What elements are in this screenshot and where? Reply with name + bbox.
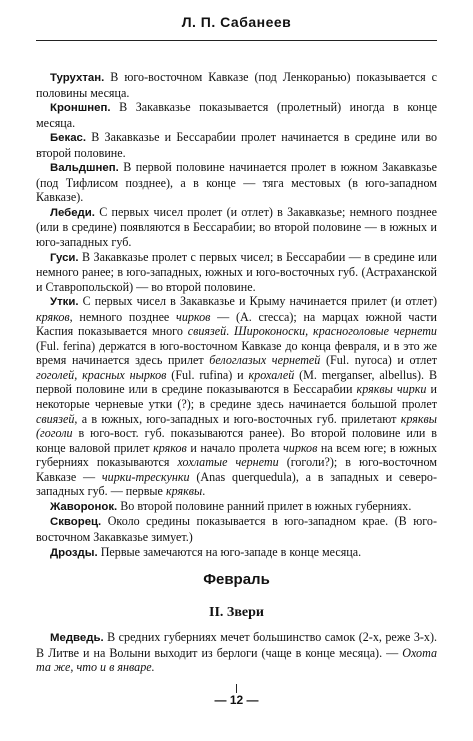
entry-turukhtan bbox=[36, 70, 437, 100]
entry-text: В Закавказье и Бессарабии пролет начинается в средине или во второй половине. bbox=[36, 130, 437, 160]
utki-italic: чирки-трескунки bbox=[101, 469, 190, 484]
entry-text: В средних губерниях мечет большинство самок (2-х, реже 3-х). В Литве и на Волыни выходит из берлоги (чаще в конце месяца). — bbox=[36, 630, 437, 660]
section-text-block bbox=[36, 630, 437, 675]
utki-text: . bbox=[202, 484, 206, 499]
entry-term: Гуси. bbox=[50, 251, 79, 264]
page-number bbox=[0, 684, 473, 708]
utki-italic: хохлатые чернети bbox=[177, 455, 279, 470]
header-author: Л. П. Сабанеев bbox=[181, 14, 292, 30]
entry-medved bbox=[36, 630, 437, 675]
utki-text: (Ful. nyroca) и отлет bbox=[325, 353, 437, 368]
utki-text: (Ful. rufina) и bbox=[171, 367, 244, 382]
utki-italic: крохалей bbox=[248, 367, 295, 382]
utki-italic: гоголей, красных нырков bbox=[36, 367, 167, 382]
entry-text: Во второй половине ранний прилет в южных губерниях. bbox=[120, 498, 412, 513]
entry-term: Лебеди. bbox=[50, 206, 95, 219]
utki-italic: свиязей bbox=[36, 411, 75, 426]
utki-text: , немного позднее bbox=[69, 309, 170, 324]
section-heading: II. Звери bbox=[209, 605, 264, 620]
utki-italic: свиязей bbox=[187, 324, 227, 339]
main-text-block bbox=[36, 70, 437, 560]
utki-text: (M. merganser, albellus). В первой половине или в средине показываются в Бессарабии bbox=[36, 367, 438, 397]
entry-italic: Охота та же, что и в январе. bbox=[36, 645, 438, 675]
entry-zhavoronok bbox=[36, 499, 437, 515]
entry-text: Около средины показывается в юго-западном крае. (В юго-восточном Закавказье зимует.) bbox=[36, 514, 437, 544]
utki-italic: кряквы bbox=[165, 484, 203, 499]
utki-italic: кряков bbox=[36, 309, 70, 324]
entry-text: С первых чисел пролет (и отлет) в Закавказье; немного позднее (или в средине) появляются в Бессарабии; во второй половине — в южных и юго-западных губ. bbox=[36, 204, 438, 250]
entry-lebedi bbox=[36, 205, 437, 250]
utki-text: С первых чисел в Закавказье и Крыму начинается прилет (и отлет) bbox=[82, 294, 437, 309]
month-heading: Февраль bbox=[203, 571, 270, 588]
entry-text: В Закавказье пролет с первых чисел; в Бессарабии — в средине или немного ранее; в юго-западных, южных и юго-восточных губ. (Астраханской и Ставропольской) — во второй половине. bbox=[36, 249, 437, 294]
utki-text: (гоголи?); в юго-восточном Кавказе — bbox=[36, 455, 437, 484]
utki-text: на всем юге; в южных губерниях показываются bbox=[36, 440, 438, 470]
utki-text: , а в южных, юго-западных и юго-восточных губ. прилетают bbox=[74, 411, 397, 426]
utki-italic: чирков bbox=[176, 309, 211, 324]
entry-term: Жаворонок. bbox=[50, 500, 118, 513]
header-rule bbox=[36, 40, 437, 41]
entry-skvorets bbox=[36, 514, 437, 544]
entry-term: Бекас. bbox=[50, 132, 87, 145]
utki-text: — (A. crecca); на марцах южной части Каспия показывается много bbox=[36, 309, 437, 339]
utki-text: (Ful. ferina) держатся в юго-восточном Кавказе до конца февраля, и в это же время начинается здесь прилет bbox=[36, 338, 437, 368]
entry-kronshnep bbox=[36, 100, 437, 130]
utki-italic: кряков bbox=[153, 440, 187, 455]
entry-term: Кроншнеп. bbox=[50, 102, 111, 115]
utki-italic: Широконоски, красноголовые чернети bbox=[234, 324, 437, 339]
utki-text: (Anas querquedula), а в западных и северо-западных губ. — первые bbox=[36, 469, 437, 499]
entry-term: Медведь. bbox=[50, 632, 104, 644]
entry-gusi bbox=[36, 250, 437, 295]
entry-term: Турухтан. bbox=[50, 72, 105, 84]
utki-text: и некоторые черневые утки (?); в средине здесь начинается большой пролет bbox=[36, 382, 438, 412]
entry-text: В юго-восточном Кавказе (под Ленкоранью) показывается с половины месяца. bbox=[36, 70, 437, 100]
entry-term: Дрозды. bbox=[50, 546, 98, 559]
utki-italic: кряквы чирки bbox=[356, 382, 427, 397]
entry-text: В первой половине начинается пролет в южном Закавказье (под Тифлисом позднее), а в конце — тяга местовых (в юго-западном Кавказе). bbox=[36, 160, 437, 205]
utki-text: . bbox=[226, 324, 230, 339]
utki-text: и начало пролета bbox=[190, 440, 280, 455]
folio-number: — 12 — bbox=[214, 693, 259, 707]
folio-rule bbox=[236, 684, 237, 693]
utki-italic: белоглазых чернетей bbox=[209, 353, 321, 368]
running-header bbox=[36, 14, 437, 38]
entry-utki bbox=[36, 294, 437, 499]
entry-term: Вальдшнеп. bbox=[50, 162, 119, 175]
entry-bekas bbox=[36, 130, 437, 160]
entry-term: Скворец. bbox=[50, 516, 102, 529]
utki-text: в юго-вост. губ. показываются ранее). Во второй половине или в конце валовой прилет bbox=[36, 426, 437, 455]
utki-italic: чирков bbox=[283, 440, 318, 455]
entry-valdshnep bbox=[36, 160, 437, 205]
utki-italic: кряквы (гоголи bbox=[36, 411, 437, 441]
entry-drozdy bbox=[36, 545, 437, 561]
entry-text: В Закавказье показывается (пролетный) иногда в конце месяца. bbox=[36, 100, 437, 130]
entry-text: Первые замечаются на юго-западе в конце месяца. bbox=[100, 544, 362, 559]
entry-term: Утки. bbox=[50, 296, 79, 309]
